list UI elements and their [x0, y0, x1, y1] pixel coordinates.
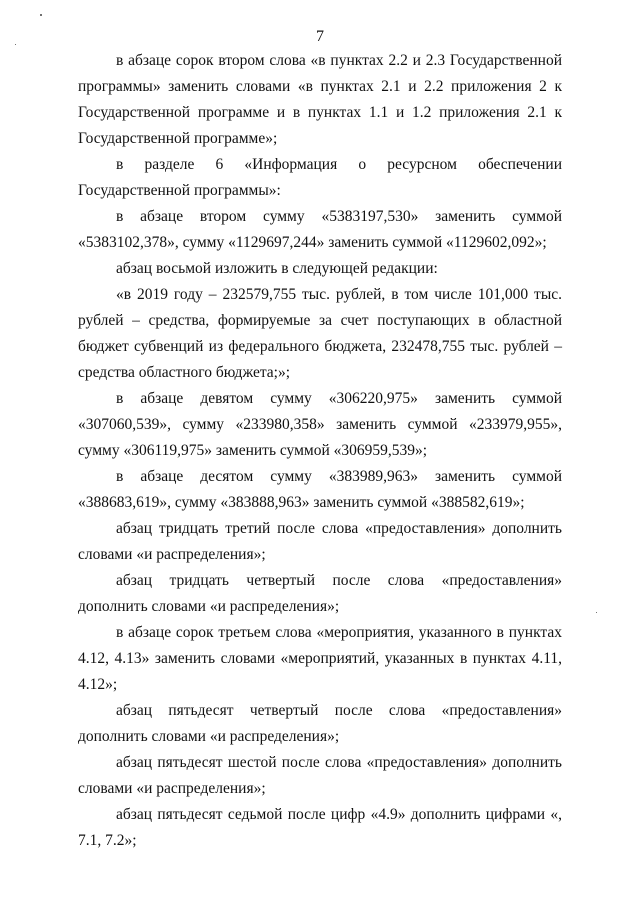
document-body [78, 48, 562, 854]
paragraph: в абзаце десятом сумму «383989,963» заменить суммой «388683,619», сумму «383888,963» заменить суммой «388582,619»; [78, 468, 562, 511]
paragraph: в абзаце сорок третьем слова «мероприятия, указанного в пунктах 4.12, 4.13» заменить словами «мероприятий, указанных в пунктах 4.11, 4.12»; [78, 624, 562, 693]
paragraph: в абзаце втором сумму «5383197,530» заменить суммой «5383102,378», сумму «1129697,244» заменить суммой «1129602,092»; [78, 208, 562, 251]
page-number: 7 [316, 28, 324, 45]
paragraph: в абзаце девятом сумму «306220,975» заменить суммой «307060,539», сумму «233980,358» заменить суммой «233979,955», сумму «306119,975» заменить суммой «306959,539»; [78, 390, 562, 459]
paragraph: абзац пятьдесят четвертый после слова «предоставления» дополнить словами «и распределения»; [78, 702, 562, 745]
scan-speck [596, 612, 597, 613]
paragraph: в разделе 6 «Информация о ресурсном обеспечении Государственной программы»: [78, 156, 562, 199]
paragraph: абзац пятьдесят седьмой после цифр «4.9» дополнить цифрами «, 7.1, 7.2»; [78, 806, 562, 849]
paragraph: абзац тридцать четвертый после слова «предоставления» дополнить словами «и распределения»; [78, 572, 562, 615]
paragraph: «в 2019 году – 232579,755 тыс. рублей, в том числе 101,000 тыс. рублей – средства, формируемые за счет поступающих в областной бюджет субвенций из федерального бюджета, 232478,755 тыс. рублей – средства областного бюджета;»; [78, 286, 562, 381]
paragraph: абзац пятьдесят шестой после слова «предоставления» дополнить словами «и распределения»; [78, 754, 562, 797]
paragraph: в абзаце сорок втором слова «в пунктах 2.2 и 2.3 Государственной программы» заменить словами «в пунктах 2.1 и 2.2 приложения 2 к Государственной программе и в пунктах 1.1 и 1.2 приложения 2.1 к Государственной программе»; [78, 52, 562, 147]
paragraph: абзац тридцать третий после слова «предоставления» дополнить словами «и распределения»; [78, 520, 562, 563]
paragraph: абзац восьмой изложить в следующей редакции: [116, 260, 438, 277]
scan-speck [40, 14, 42, 16]
